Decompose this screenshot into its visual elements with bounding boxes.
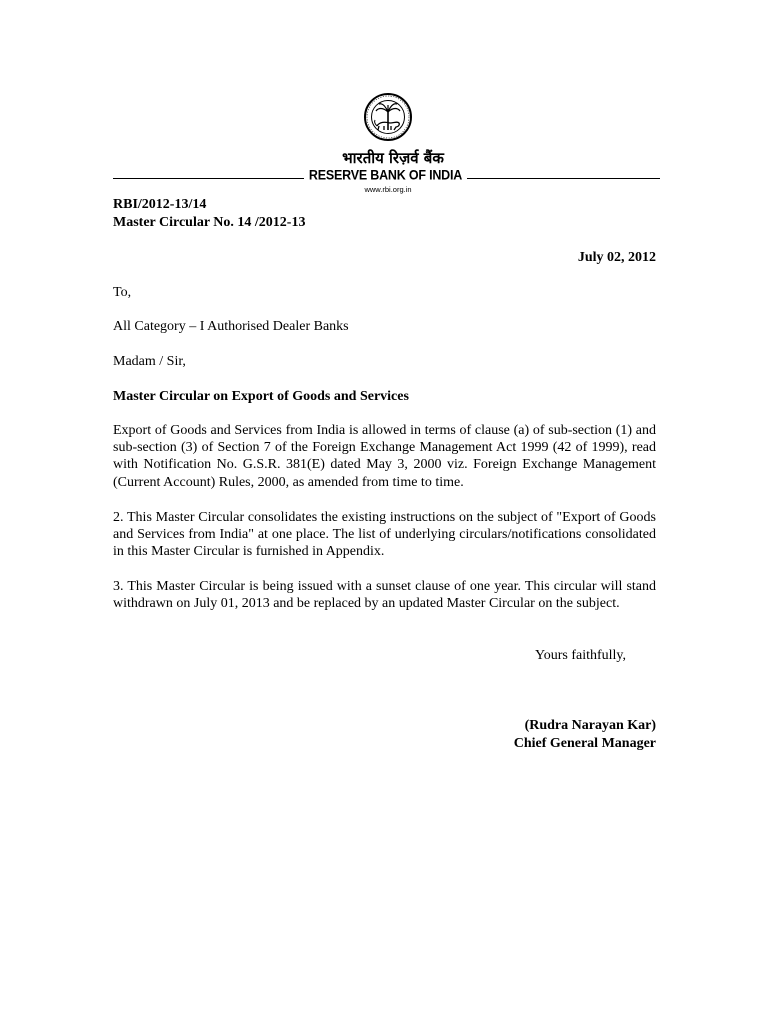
paragraph-1: Export of Goods and Services from India is allowed in terms of clause (a) of sub-section (1) and sub-section (3) of Section 7 of the Foreign Exchange Management Act 1999 (42 of 1999), read with Notification No. G.S.R. 381(E) dated May 3, 2000 viz. Foreign Exchange Management (Current Account) Rules, 2000, as amended from time to time. bbox=[113, 423, 656, 490]
letterhead-rule-left bbox=[113, 178, 304, 179]
circular-number: Master Circular No. 14 /2012-13 bbox=[113, 215, 306, 230]
signatory-designation: Chief General Manager bbox=[513, 736, 656, 751]
closing-line: Yours faithfully, bbox=[535, 648, 627, 663]
letterhead bbox=[113, 90, 660, 196]
salutation: Madam / Sir, bbox=[113, 354, 186, 369]
signatory-name: (Rudra Narayan Kar) bbox=[524, 718, 656, 733]
rbi-seal-icon bbox=[363, 90, 413, 146]
paragraph-3: 3. This Master Circular is being issued with a sunset clause of one year. This circular will stand withdrawn on July 01, 2013 and be replaced by an updated Master Circular on the subject. bbox=[113, 579, 656, 612]
bank-name-english: RESERVE BANK OF INDIA bbox=[308, 167, 463, 183]
circular-date: July 02, 2012 bbox=[577, 250, 656, 265]
reference-number: RBI/2012-13/14 bbox=[113, 197, 207, 212]
subject-heading: Master Circular on Export of Goods and Services bbox=[113, 389, 409, 404]
addressee: All Category – I Authorised Dealer Banks bbox=[113, 319, 349, 334]
bank-website: www.rbi.org.in bbox=[364, 185, 412, 194]
paragraph-2: 2. This Master Circular consolidates the existing instructions on the subject of "Export of Goods and Services from India" at one place. The list of underlying circulars/notifications consolidated in this Master Circular is furnished in Appendix. bbox=[113, 510, 656, 560]
letterhead-rule-right bbox=[467, 178, 660, 179]
bank-name-hindi: भारतीय रिज़र्व बैंक bbox=[342, 149, 444, 167]
to-line: To, bbox=[113, 285, 132, 300]
